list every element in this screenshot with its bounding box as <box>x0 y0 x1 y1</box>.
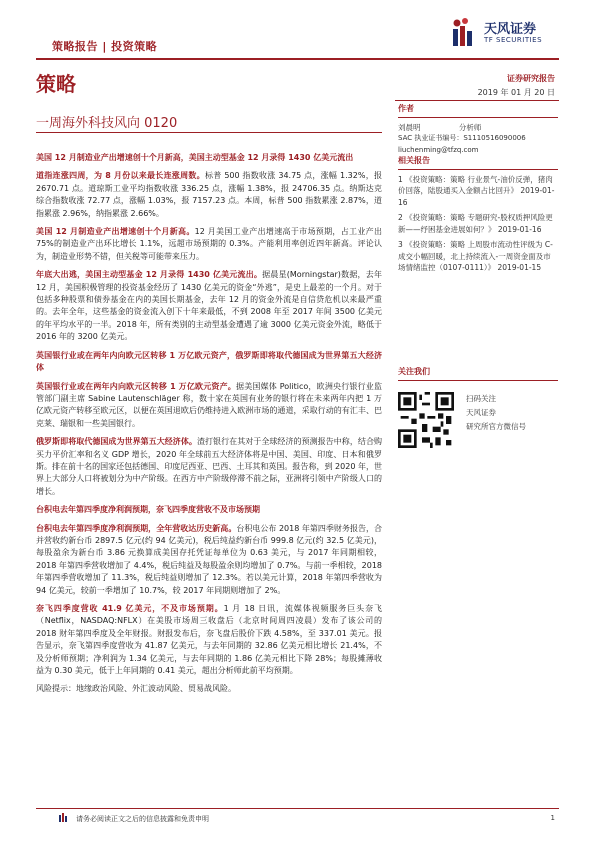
follow-line: 研究所官方微信号 <box>466 422 526 431</box>
author-role: 分析师 <box>458 122 482 132</box>
paragraph-body: 1 月 18 日讯，流媒体视频服务巨头奈飞（Netflix，NASDAQ:NFLX）在美股市场周三收盘后（北京时间周四凌晨）发布了该公司的 2018 财年第四季度及全年财报。财报发布后，奈飞盘后股价下跌 4.58%，至 337.01 美元。报告显示，奈飞第四季度营收为 41.87 亿美元，与去年同期的 32.86 亿美元相比增长 21.4%，不及分析师预期；净利润为 1.34 亿美元，与去年同期的 1.86 亿美元相比下降 28%；每股摊薄收益为 0.30 美元，低于上年同期的 0.41 美元，超出分析师此前平均预期。 <box>36 604 382 676</box>
company-logo <box>448 14 568 50</box>
paragraph <box>36 269 382 343</box>
paragraph-lead: 美国 12 月制造业产出增速创十个月新高。 <box>36 227 195 237</box>
follow-rule <box>398 380 558 381</box>
paragraph-lead: 年底大出逃，美国主动型基金 12 月录得 1430 亿美元流出。 <box>36 270 263 280</box>
page-title: 策略 <box>36 72 76 96</box>
related-label: 相关报告 <box>398 156 430 165</box>
logo-text-en: TF SECURITIES <box>484 36 543 44</box>
author-name: 刘晨明 <box>398 122 421 132</box>
paragraph-body: 据美国媒体 Politico，欧洲央行银行业监管部门副主席 Sabine Lautenschläger 称，数十家在英国有业务的银行将在未来两年内把 1 万亿欧元资产转移至欧元区，以便在英国退欧后仍维持进入欧洲市场的通道，采取行动的有汇丰、巴克莱、瑞银和一些美国银行。 <box>36 381 382 428</box>
paragraph <box>36 523 382 597</box>
paragraph-body: 渣打银行在其对于全球经济的预测报告中称，结合购买力平价汇率和名义 GDP 增长，2020 年全球前五大经济体将是中国、美国、印度、日本和俄罗斯。排在前十名的国家还包括德国、印度尼西亚、巴西、土耳其和英国。报告称，到 2020 年，世界上大部分人口将被划分为中产阶级。在西方中产阶级停滞不前之际，亚洲将引领中产阶级人口的增长。 <box>36 437 382 496</box>
author-name-row <box>398 122 558 134</box>
follow-line: 扫码关注 <box>466 394 496 403</box>
paragraph-lead: 奈飞四季度营收 41.9 亿美元，不及市场预期。 <box>36 604 224 613</box>
footer-rule <box>36 808 559 809</box>
follow-label: 关注我们 <box>398 367 430 376</box>
author-email[interactable]: liuchenming@tfzq.com <box>398 145 479 154</box>
paragraph-lead: 道指连涨四周，为 8 月份以来最长连涨周数。 <box>36 171 205 181</box>
header-rule <box>36 58 559 60</box>
main-body <box>36 152 382 702</box>
report-type: 证券研究报告 <box>507 74 555 83</box>
section-heading: 英国银行业或在两年内向欧元区转移 1 万亿欧元资产，俄罗斯即将取代德国成为世界第五大经济体 <box>36 350 382 373</box>
subtitle-rule <box>36 132 382 133</box>
section-heading: 美国 12 月制造业产出增速创十个月新高，美国主动型基金 12 月录得 1430 亿美元流出 <box>36 153 354 162</box>
follow-text <box>466 392 526 434</box>
related-item[interactable]: 2 《投资策略：策略 专题研究-股权质押风险更新——纾困基金进展如何？》 2019-01-16 <box>398 213 553 234</box>
paragraph-body: 12 月美国工业产出增速高于市场预期，占工业产出 75%的制造业产出环比增长 1.1%，远超市场预期的 0.3%。产能利用率创近四年新高。评论认为，制造业形势不错，但关税等可能带来压力。 <box>36 227 382 261</box>
author-label: 作者 <box>398 104 414 113</box>
related-item[interactable]: 3 《投资策略：策略 上周股市流动性评级为 C-成交小幅回暖，北上持续流入-一周资金面及市场情绪监控（0107-0111）》 2019-01-15 <box>398 240 553 272</box>
footer-disclaimer: 请务必阅读正文之后的信息披露和免责申明 <box>76 815 209 823</box>
related-item[interactable]: 1 《投资策略：策略 行业景气-油价反弹，猪肉价回落，陆股通买入金额占比回升》 2019-01-16 <box>398 174 555 207</box>
report-date: 2019 年 01 月 20 日 <box>477 88 555 97</box>
sidebar-rule <box>395 100 559 101</box>
logo-text-cn: 天风证券 <box>484 22 537 37</box>
related-reports <box>398 155 558 278</box>
paragraph-body: 台积电公布 2018 年第四季财务报告，合并营收约新台币 2897.5 亿元(约 94 亿美元)，税后纯益约新台币 999.8 亿元(约 32.5 亿美元)，每股盈余为新台币 3.86 元换算成美国存托凭证每单位为 0.63 美元，与 2017 年同期相较，2018 年第四季营收增加了 4.4%，税后纯益及每股盈余则均增加了 0.7%。与前一季相较，2018 年第四季营收增加了 11.3%，税后纯益则增加了 12.3%。若以美元计算，2018 年第四季营收为 94 亿美元，较前一季增加了 10.7%，较 2017 年同期则增加了 2%。 <box>36 523 383 595</box>
paragraph <box>36 226 382 263</box>
paragraph-body: 标普 500 指数收涨 34.75 点，涨幅 1.32%，报 2670.71 点。道琼斯工业平均指数收涨 336.25 点，涨幅 1.38%，报 24706.35 点。纳斯达克综合指数收涨 72.77 点，涨幅 1.03%，报 7157.23 点。本周，标普 500 指数累涨 2.87%，道指累涨 2.96%，纳指累涨 2.66%。 <box>36 171 382 218</box>
paragraph <box>36 436 382 498</box>
paragraph <box>36 170 382 220</box>
paragraph-lead: 英国银行业或在两年内向欧元区转移 1 万亿欧元资产。 <box>36 381 236 391</box>
paragraph-lead: 俄罗斯即将取代德国成为世界第五大经济体。 <box>36 437 197 447</box>
related-rule <box>398 169 558 170</box>
page-number: 1 <box>550 814 555 822</box>
author-rule <box>398 117 558 118</box>
qr-code-icon[interactable] <box>398 392 454 448</box>
report-subtitle: 一周海外科技风向 0120 <box>36 116 178 131</box>
footer-mark-icon <box>58 813 68 823</box>
follow-line: 天风证券 <box>466 408 496 417</box>
paragraph <box>36 381 382 431</box>
author-sac: SAC 执业证书编号：S1110516090006 <box>398 134 526 142</box>
author-block <box>398 103 558 156</box>
paragraph-body: 据晨星(Morningstar)数据，去年 12 月，美国积极管理的投资基金经历了 1430 亿美元的资金“外逃”，是史上最差的一个月。对于包括多种股票和债券基金在内的美国长期基金，去年 12 月的资金外流是自信贷危机以来最严重的。去年全年，这些基金的资金流入创下十年来最低，不到 2008 年至 2017 年间 3500 亿美元的年平均水平的一半。2018 年，所有类别的主动型基金遭遇了逾 3000 亿美元资金外流，略低于 2016 年的 3200 亿美元。 <box>36 270 382 342</box>
logo-icon <box>448 16 480 48</box>
risk-note: 风险提示：地缘政治风险、外汇波动风险、贸易战风险。 <box>36 684 236 694</box>
report-category: 策略报告 | 投资策略 <box>52 40 158 53</box>
paragraph-lead: 台积电去年第四季度净利润预期，全年营收达历史新高。 <box>36 523 237 533</box>
section-heading: 台积电去年第四季度净利润预期，奈飞四季度营收不及市场预期 <box>36 505 260 515</box>
paragraph <box>36 603 382 677</box>
follow-block <box>398 366 558 385</box>
